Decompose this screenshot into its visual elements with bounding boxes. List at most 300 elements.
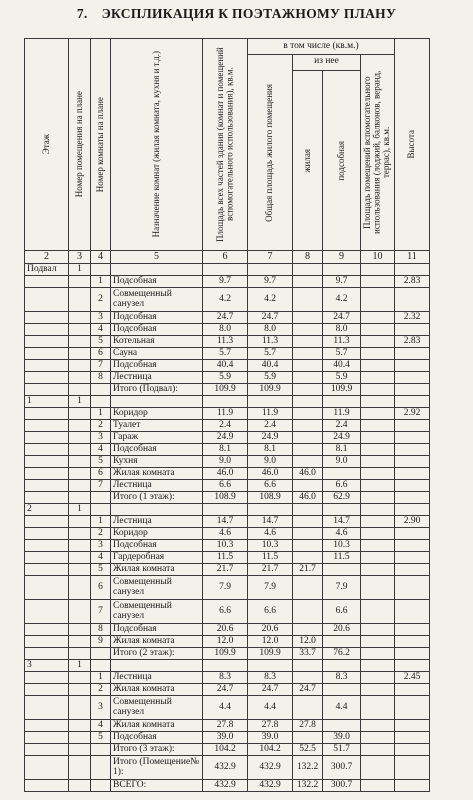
height-cell xyxy=(395,504,430,516)
living-area-cell: 33.7 xyxy=(293,648,323,660)
aux-premises-cell xyxy=(361,564,395,576)
area-all-cell: 21.7 xyxy=(203,564,248,576)
room-no-cell: 7 xyxy=(91,480,111,492)
area-all-cell: 6.6 xyxy=(203,480,248,492)
area-all-cell: 39.0 xyxy=(203,732,248,744)
area-all-cell xyxy=(203,396,248,408)
room-name-cell: Сауна xyxy=(111,348,203,360)
area-all-cell: 4.2 xyxy=(203,288,248,312)
area-all-cell: 24.7 xyxy=(203,684,248,696)
premise-no-cell: 1 xyxy=(69,264,91,276)
room-name-cell: Лестница xyxy=(111,516,203,528)
room-name-cell: ВСЕГО: xyxy=(111,780,203,792)
living-area-cell xyxy=(293,324,323,336)
height-cell xyxy=(395,624,430,636)
room-name-cell: Гараж xyxy=(111,432,203,444)
aux-premises-cell xyxy=(361,576,395,600)
aux-premises-cell xyxy=(361,672,395,684)
aux-premises-cell xyxy=(361,492,395,504)
floor-cell xyxy=(25,432,69,444)
col-num: 6 xyxy=(203,251,248,264)
living-area-cell xyxy=(293,444,323,456)
living-area-cell: 24.7 xyxy=(293,684,323,696)
height-cell xyxy=(395,492,430,504)
table-row xyxy=(25,372,430,384)
area-all-cell: 24.9 xyxy=(203,432,248,444)
auxiliary-area-cell: 24.7 xyxy=(323,312,361,324)
auxiliary-area-cell: 5.7 xyxy=(323,348,361,360)
area-all-cell: 20.6 xyxy=(203,624,248,636)
room-no-cell: 1 xyxy=(91,276,111,288)
table-row xyxy=(25,636,430,648)
table-row xyxy=(25,432,430,444)
height-cell xyxy=(395,540,430,552)
floor-cell xyxy=(25,456,69,468)
room-name-cell: Совмещенный санузел xyxy=(111,576,203,600)
aux-premises-cell xyxy=(361,264,395,276)
auxiliary-area-cell: 4.6 xyxy=(323,528,361,540)
auxiliary-area-cell xyxy=(323,396,361,408)
floor-cell xyxy=(25,372,69,384)
col-num: 7 xyxy=(248,251,293,264)
living-area-cell xyxy=(293,624,323,636)
floor-cell xyxy=(25,672,69,684)
room-name-cell: Совмещенный санузел xyxy=(111,288,203,312)
floor-cell xyxy=(25,720,69,732)
room-name-cell: Итого (3 этаж): xyxy=(111,744,203,756)
living-area-cell xyxy=(293,408,323,420)
height-cell: 2.92 xyxy=(395,408,430,420)
aux-premises-cell xyxy=(361,384,395,396)
height-cell xyxy=(395,468,430,480)
room-no-cell: 4 xyxy=(91,720,111,732)
col-num: 4 xyxy=(91,251,111,264)
auxiliary-area-cell: 4.4 xyxy=(323,696,361,720)
room-no-cell: 4 xyxy=(91,552,111,564)
room-no-cell xyxy=(91,744,111,756)
room-no-cell: 6 xyxy=(91,576,111,600)
table-row xyxy=(25,408,430,420)
area-all-cell: 24.7 xyxy=(203,312,248,324)
aux-premises-cell xyxy=(361,552,395,564)
area-all-cell: 27.8 xyxy=(203,720,248,732)
total-living-cell: 20.6 xyxy=(248,624,293,636)
total-living-cell: 8.1 xyxy=(248,444,293,456)
auxiliary-area-cell: 6.6 xyxy=(323,480,361,492)
room-name-cell: Подсобная xyxy=(111,324,203,336)
premise-no-cell xyxy=(69,672,91,684)
room-no-cell: 3 xyxy=(91,432,111,444)
total-living-cell: 11.9 xyxy=(248,408,293,420)
area-all-cell: 11.3 xyxy=(203,336,248,348)
height-cell xyxy=(395,396,430,408)
room-no-cell: 1 xyxy=(91,408,111,420)
aux-premises-cell xyxy=(361,516,395,528)
auxiliary-area-cell: 11.9 xyxy=(323,408,361,420)
room-no-cell: 5 xyxy=(91,336,111,348)
total-living-cell: 10.3 xyxy=(248,540,293,552)
total-row xyxy=(25,756,430,780)
aux-premises-cell xyxy=(361,372,395,384)
room-name-cell: Жилая комната xyxy=(111,684,203,696)
height-cell xyxy=(395,372,430,384)
table-row xyxy=(25,360,430,372)
height-cell: 2.32 xyxy=(395,312,430,324)
col-num: 2 xyxy=(25,251,69,264)
area-all-cell: 9.7 xyxy=(203,276,248,288)
height-cell xyxy=(395,324,430,336)
height-cell xyxy=(395,288,430,312)
room-no-cell: 7 xyxy=(91,360,111,372)
auxiliary-area-cell: 300.7 xyxy=(323,756,361,780)
total-living-cell: 6.6 xyxy=(248,480,293,492)
auxiliary-area-cell: 4.2 xyxy=(323,288,361,312)
aux-premises-cell xyxy=(361,336,395,348)
floor-cell xyxy=(25,360,69,372)
table-row xyxy=(25,660,430,672)
premise-no-cell xyxy=(69,696,91,720)
aux-premises-cell xyxy=(361,408,395,420)
total-living-cell: 39.0 xyxy=(248,732,293,744)
auxiliary-area-cell: 8.3 xyxy=(323,672,361,684)
area-all-cell: 109.9 xyxy=(203,384,248,396)
room-name-cell: Подсобная xyxy=(111,276,203,288)
premise-no-cell xyxy=(69,624,91,636)
premise-no-cell xyxy=(69,288,91,312)
total-row xyxy=(25,648,430,660)
height-cell xyxy=(395,648,430,660)
aux-premises-cell xyxy=(361,660,395,672)
premise-no-cell xyxy=(69,756,91,780)
living-area-cell: 46.0 xyxy=(293,492,323,504)
auxiliary-area-cell: 62.9 xyxy=(323,492,361,504)
area-all-cell: 4.4 xyxy=(203,696,248,720)
floor-cell xyxy=(25,756,69,780)
premise-no-cell xyxy=(69,384,91,396)
room-name-cell: Совмещенный санузел xyxy=(111,600,203,624)
room-no-cell: 8 xyxy=(91,372,111,384)
height-cell xyxy=(395,420,430,432)
area-all-cell: 8.0 xyxy=(203,324,248,336)
document-title xyxy=(0,6,473,22)
table-row xyxy=(25,528,430,540)
room-no-cell: 6 xyxy=(91,348,111,360)
height-cell xyxy=(395,348,430,360)
area-all-cell: 11.5 xyxy=(203,552,248,564)
height-cell xyxy=(395,756,430,780)
aux-premises-cell xyxy=(361,720,395,732)
room-name-cell: Подсобная xyxy=(111,444,203,456)
total-living-cell: 104.2 xyxy=(248,744,293,756)
height-cell: 2.83 xyxy=(395,336,430,348)
table-row xyxy=(25,336,430,348)
premise-no-cell: 1 xyxy=(69,504,91,516)
total-living-cell: 27.8 xyxy=(248,720,293,732)
auxiliary-area-cell: 11.5 xyxy=(323,552,361,564)
table-row xyxy=(25,684,430,696)
floor-cell xyxy=(25,780,69,792)
auxiliary-area-cell: 20.6 xyxy=(323,624,361,636)
total-living-cell: 46.0 xyxy=(248,468,293,480)
living-area-cell xyxy=(293,348,323,360)
aux-premises-cell xyxy=(361,696,395,720)
auxiliary-area-cell: 8.0 xyxy=(323,324,361,336)
living-area-cell xyxy=(293,528,323,540)
table-row xyxy=(25,600,430,624)
auxiliary-area-cell: 300.7 xyxy=(323,780,361,792)
premise-no-cell xyxy=(69,576,91,600)
room-no-cell: 2 xyxy=(91,288,111,312)
header-floor: Этаж xyxy=(25,39,69,251)
floor-cell xyxy=(25,384,69,396)
room-name-cell: Итого (Подвал): xyxy=(111,384,203,396)
auxiliary-area-cell xyxy=(323,564,361,576)
room-no-cell: 2 xyxy=(91,420,111,432)
header-total-living: Общая площадь жилого помещения xyxy=(248,55,293,251)
area-all-cell: 5.7 xyxy=(203,348,248,360)
total-living-cell: 4.2 xyxy=(248,288,293,312)
height-cell xyxy=(395,660,430,672)
height-cell xyxy=(395,264,430,276)
total-living-cell: 108.9 xyxy=(248,492,293,504)
table-row xyxy=(25,396,430,408)
total-row xyxy=(25,780,430,792)
area-all-cell: 7.9 xyxy=(203,576,248,600)
aux-premises-cell xyxy=(361,360,395,372)
auxiliary-area-cell: 7.9 xyxy=(323,576,361,600)
total-living-cell xyxy=(248,504,293,516)
living-area-cell xyxy=(293,420,323,432)
premise-no-cell xyxy=(69,636,91,648)
room-no-cell: 5 xyxy=(91,732,111,744)
living-area-cell xyxy=(293,576,323,600)
table-row xyxy=(25,444,430,456)
room-name-cell: Жилая комната xyxy=(111,564,203,576)
premise-no-cell xyxy=(69,732,91,744)
living-area-cell xyxy=(293,732,323,744)
living-area-cell xyxy=(293,264,323,276)
aux-premises-cell xyxy=(361,648,395,660)
auxiliary-area-cell: 76.2 xyxy=(323,648,361,660)
premise-no-cell xyxy=(69,324,91,336)
aux-premises-cell xyxy=(361,528,395,540)
height-cell xyxy=(395,600,430,624)
height-cell xyxy=(395,552,430,564)
total-living-cell: 9.7 xyxy=(248,276,293,288)
table-row xyxy=(25,456,430,468)
table-row xyxy=(25,468,430,480)
premise-no-cell xyxy=(69,348,91,360)
total-living-cell: 2.4 xyxy=(248,420,293,432)
aux-premises-cell xyxy=(361,468,395,480)
living-area-cell xyxy=(293,312,323,324)
area-all-cell: 10.3 xyxy=(203,540,248,552)
premise-no-cell xyxy=(69,744,91,756)
area-all-cell: 4.6 xyxy=(203,528,248,540)
auxiliary-area-cell xyxy=(323,468,361,480)
header-aux-premises: Площадь помещений вспомогательного использования (лоджий, балконов, веранд, террас), кв.м. xyxy=(361,55,395,251)
premise-no-cell xyxy=(69,312,91,324)
aux-premises-cell xyxy=(361,636,395,648)
room-name-cell: Жилая комната xyxy=(111,636,203,648)
auxiliary-area-cell: 2.4 xyxy=(323,420,361,432)
aux-premises-cell xyxy=(361,756,395,780)
auxiliary-area-cell xyxy=(323,264,361,276)
auxiliary-area-cell: 5.9 xyxy=(323,372,361,384)
total-living-cell: 4.4 xyxy=(248,696,293,720)
header-incl-group: в том числе (кв.м.) xyxy=(248,39,395,55)
floor-cell xyxy=(25,744,69,756)
height-cell xyxy=(395,744,430,756)
floor-cell xyxy=(25,636,69,648)
room-name-cell: Коридор xyxy=(111,408,203,420)
room-no-cell xyxy=(91,660,111,672)
room-no-cell xyxy=(91,264,111,276)
floor-cell xyxy=(25,696,69,720)
aux-premises-cell xyxy=(361,432,395,444)
total-living-cell: 11.3 xyxy=(248,336,293,348)
total-living-cell: 7.9 xyxy=(248,576,293,600)
height-cell: 2.45 xyxy=(395,672,430,684)
room-no-cell: 3 xyxy=(91,540,111,552)
total-living-cell: 12.0 xyxy=(248,636,293,648)
area-all-cell: 11.9 xyxy=(203,408,248,420)
premise-no-cell xyxy=(69,336,91,348)
area-all-cell xyxy=(203,504,248,516)
room-no-cell: 5 xyxy=(91,564,111,576)
room-name-cell: Итого (2 этаж): xyxy=(111,648,203,660)
premise-no-cell xyxy=(69,480,91,492)
floor-cell xyxy=(25,648,69,660)
total-row xyxy=(25,492,430,504)
aux-premises-cell xyxy=(361,456,395,468)
header-room-no: Номер комнаты на плане xyxy=(91,39,111,251)
room-name-cell: Жилая комната xyxy=(111,468,203,480)
floor-cell xyxy=(25,336,69,348)
room-name-cell: Лестница xyxy=(111,480,203,492)
auxiliary-area-cell: 14.7 xyxy=(323,516,361,528)
total-living-cell xyxy=(248,660,293,672)
room-name-cell: Лестница xyxy=(111,372,203,384)
auxiliary-area-cell: 40.4 xyxy=(323,360,361,372)
living-area-cell xyxy=(293,552,323,564)
auxiliary-area-cell: 51.7 xyxy=(323,744,361,756)
col-num: 8 xyxy=(293,251,323,264)
aux-premises-cell xyxy=(361,348,395,360)
table-row xyxy=(25,540,430,552)
room-no-cell xyxy=(91,780,111,792)
total-living-cell xyxy=(248,396,293,408)
aux-premises-cell xyxy=(361,396,395,408)
room-no-cell: 1 xyxy=(91,516,111,528)
total-living-cell: 24.7 xyxy=(248,684,293,696)
living-area-cell xyxy=(293,516,323,528)
room-name-cell: Подсобная xyxy=(111,540,203,552)
header-auxiliary: подсобная xyxy=(323,70,361,250)
height-cell: 2.83 xyxy=(395,276,430,288)
auxiliary-area-cell: 10.3 xyxy=(323,540,361,552)
height-cell xyxy=(395,444,430,456)
table-row xyxy=(25,672,430,684)
auxiliary-area-cell: 24.9 xyxy=(323,432,361,444)
total-living-cell: 5.7 xyxy=(248,348,293,360)
premise-no-cell xyxy=(69,552,91,564)
aux-premises-cell xyxy=(361,504,395,516)
col-num: 5 xyxy=(111,251,203,264)
room-no-cell: 5 xyxy=(91,456,111,468)
table-row xyxy=(25,564,430,576)
auxiliary-area-cell: 9.0 xyxy=(323,456,361,468)
premise-no-cell xyxy=(69,408,91,420)
height-cell xyxy=(395,528,430,540)
table-row xyxy=(25,276,430,288)
floor-cell xyxy=(25,552,69,564)
floor-cell: Подвал xyxy=(25,264,69,276)
floor-cell xyxy=(25,600,69,624)
auxiliary-area-cell: 8.1 xyxy=(323,444,361,456)
living-area-cell: 46.0 xyxy=(293,468,323,480)
premise-no-cell xyxy=(69,492,91,504)
auxiliary-area-cell xyxy=(323,504,361,516)
premise-no-cell xyxy=(69,432,91,444)
table-row xyxy=(25,624,430,636)
height-cell xyxy=(395,564,430,576)
living-area-cell xyxy=(293,432,323,444)
premise-no-cell xyxy=(69,600,91,624)
total-living-cell: 432.9 xyxy=(248,780,293,792)
header-premise-no: Номер помещения на плане xyxy=(69,39,91,251)
title-text: ЭКСПЛИКАЦИЯ К ПОЭТАЖНОМУ ПЛАНУ xyxy=(101,6,397,21)
table-row xyxy=(25,312,430,324)
premise-no-cell xyxy=(69,456,91,468)
premise-no-cell xyxy=(69,720,91,732)
room-no-cell: 6 xyxy=(91,468,111,480)
room-name-cell xyxy=(111,396,203,408)
living-area-cell xyxy=(293,396,323,408)
table-body xyxy=(25,264,430,792)
living-area-cell xyxy=(293,600,323,624)
floor-cell xyxy=(25,492,69,504)
aux-premises-cell xyxy=(361,540,395,552)
table-row xyxy=(25,288,430,312)
floor-cell xyxy=(25,480,69,492)
room-no-cell xyxy=(91,384,111,396)
room-no-cell xyxy=(91,396,111,408)
living-area-cell: 12.0 xyxy=(293,636,323,648)
total-row xyxy=(25,384,430,396)
header-of-which: из нее xyxy=(293,55,361,71)
floor-cell xyxy=(25,528,69,540)
aux-premises-cell xyxy=(361,420,395,432)
total-living-cell: 6.6 xyxy=(248,600,293,624)
area-all-cell: 104.2 xyxy=(203,744,248,756)
premise-no-cell xyxy=(69,276,91,288)
area-all-cell: 5.9 xyxy=(203,372,248,384)
room-no-cell: 3 xyxy=(91,696,111,720)
living-area-cell xyxy=(293,540,323,552)
table-row xyxy=(25,576,430,600)
col-num: 10 xyxy=(361,251,395,264)
col-num: 9 xyxy=(323,251,361,264)
floor-cell: 1 xyxy=(25,396,69,408)
floor-cell xyxy=(25,624,69,636)
premise-no-cell xyxy=(69,468,91,480)
room-name-cell xyxy=(111,504,203,516)
floor-cell xyxy=(25,444,69,456)
table-row xyxy=(25,696,430,720)
height-cell xyxy=(395,720,430,732)
auxiliary-area-cell: 11.3 xyxy=(323,336,361,348)
